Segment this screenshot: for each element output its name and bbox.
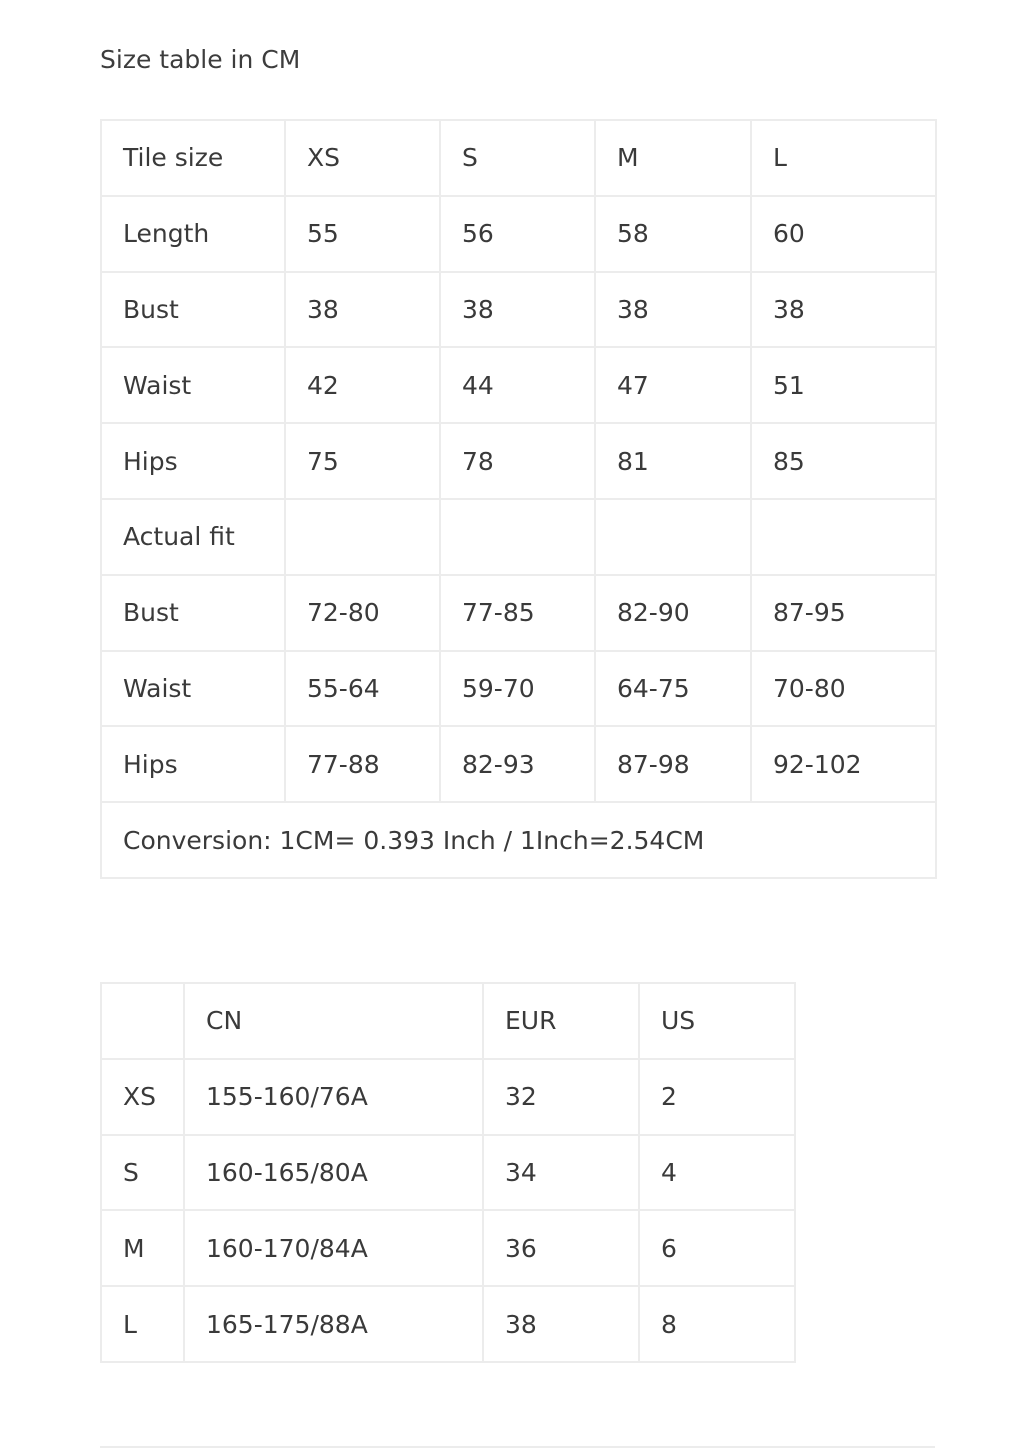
row-label-cell: Waist [101,651,285,727]
size-table [100,119,937,879]
table-cell: 8 [639,1286,795,1362]
table-cell: 85 [751,423,936,499]
row-label-cell: XS [101,1059,184,1135]
row-label-cell: Hips [101,423,285,499]
table-cell: 38 [440,272,595,348]
table-cell [285,499,440,575]
table-cell: 6 [639,1210,795,1286]
table-footer-row [101,802,936,878]
table-row [101,1286,795,1362]
table-cell: 2 [639,1059,795,1135]
table-row [101,499,936,575]
table-cell: 56 [440,196,595,272]
table-cell: 82-90 [595,575,751,651]
table-cell: 87-98 [595,726,751,802]
table-cell: 58 [595,196,751,272]
row-label-cell: Hips [101,726,285,802]
table-row [101,575,936,651]
table-cell: 81 [595,423,751,499]
table-cell: 4 [639,1135,795,1211]
row-label-cell: Actual fit [101,499,285,575]
row-label-cell: Bust [101,575,285,651]
table-cell: 59-70 [440,651,595,727]
row-label-cell: L [101,1286,184,1362]
table-cell: 165-175/88A [184,1286,483,1362]
table-cell: 87-95 [751,575,936,651]
table-row [101,726,936,802]
table-cell: 82-93 [440,726,595,802]
row-label-cell: Length [101,196,285,272]
table-cell: 55 [285,196,440,272]
table-row [101,423,936,499]
table-cell: 77-88 [285,726,440,802]
table-cell: 51 [751,347,936,423]
table-cell: 47 [595,347,751,423]
table-cell: 32 [483,1059,639,1135]
table-cell [595,499,751,575]
table-cell: 38 [285,272,440,348]
table-cell: 38 [751,272,936,348]
row-label-cell [101,983,184,1059]
row-label-cell: S [101,1135,184,1211]
table-cell: 55-64 [285,651,440,727]
table-row [101,1135,795,1211]
table-cell: 42 [285,347,440,423]
table-header-row [101,983,795,1059]
row-label-cell: Tile size [101,120,285,196]
conversion-note: Conversion: 1CM= 0.393 Inch / 1Inch=2.54CM [101,802,936,878]
table-row [101,347,936,423]
table-cell: EUR [483,983,639,1059]
table-cell: 92-102 [751,726,936,802]
page-title: Size table in CM [100,45,301,74]
table-cell: 160-165/80A [184,1135,483,1211]
table-cell: 38 [483,1286,639,1362]
table-row [101,651,936,727]
table-cell: 44 [440,347,595,423]
table-row [101,272,936,348]
table-cell: S [440,120,595,196]
table-cell: 72-80 [285,575,440,651]
table-cell: 155-160/76A [184,1059,483,1135]
table-cell: 77-85 [440,575,595,651]
row-label-cell: Waist [101,347,285,423]
table-cell: 70-80 [751,651,936,727]
table-cell: CN [184,983,483,1059]
table-cell: 60 [751,196,936,272]
table-cell: US [639,983,795,1059]
table-cell: M [595,120,751,196]
row-label-cell: Bust [101,272,285,348]
row-label-cell: M [101,1210,184,1286]
table-row [101,1210,795,1286]
bottom-divider [100,1446,935,1448]
table-cell [440,499,595,575]
table-header-row [101,120,936,196]
table-cell [751,499,936,575]
table-cell: 38 [595,272,751,348]
table-row [101,1059,795,1135]
table-cell: XS [285,120,440,196]
table-cell: 34 [483,1135,639,1211]
table-cell: 64-75 [595,651,751,727]
table-cell: 36 [483,1210,639,1286]
table-cell: 160-170/84A [184,1210,483,1286]
table-cell: 75 [285,423,440,499]
size-conversion-table [100,982,796,1363]
table-cell: L [751,120,936,196]
table-cell: 78 [440,423,595,499]
table-row [101,196,936,272]
